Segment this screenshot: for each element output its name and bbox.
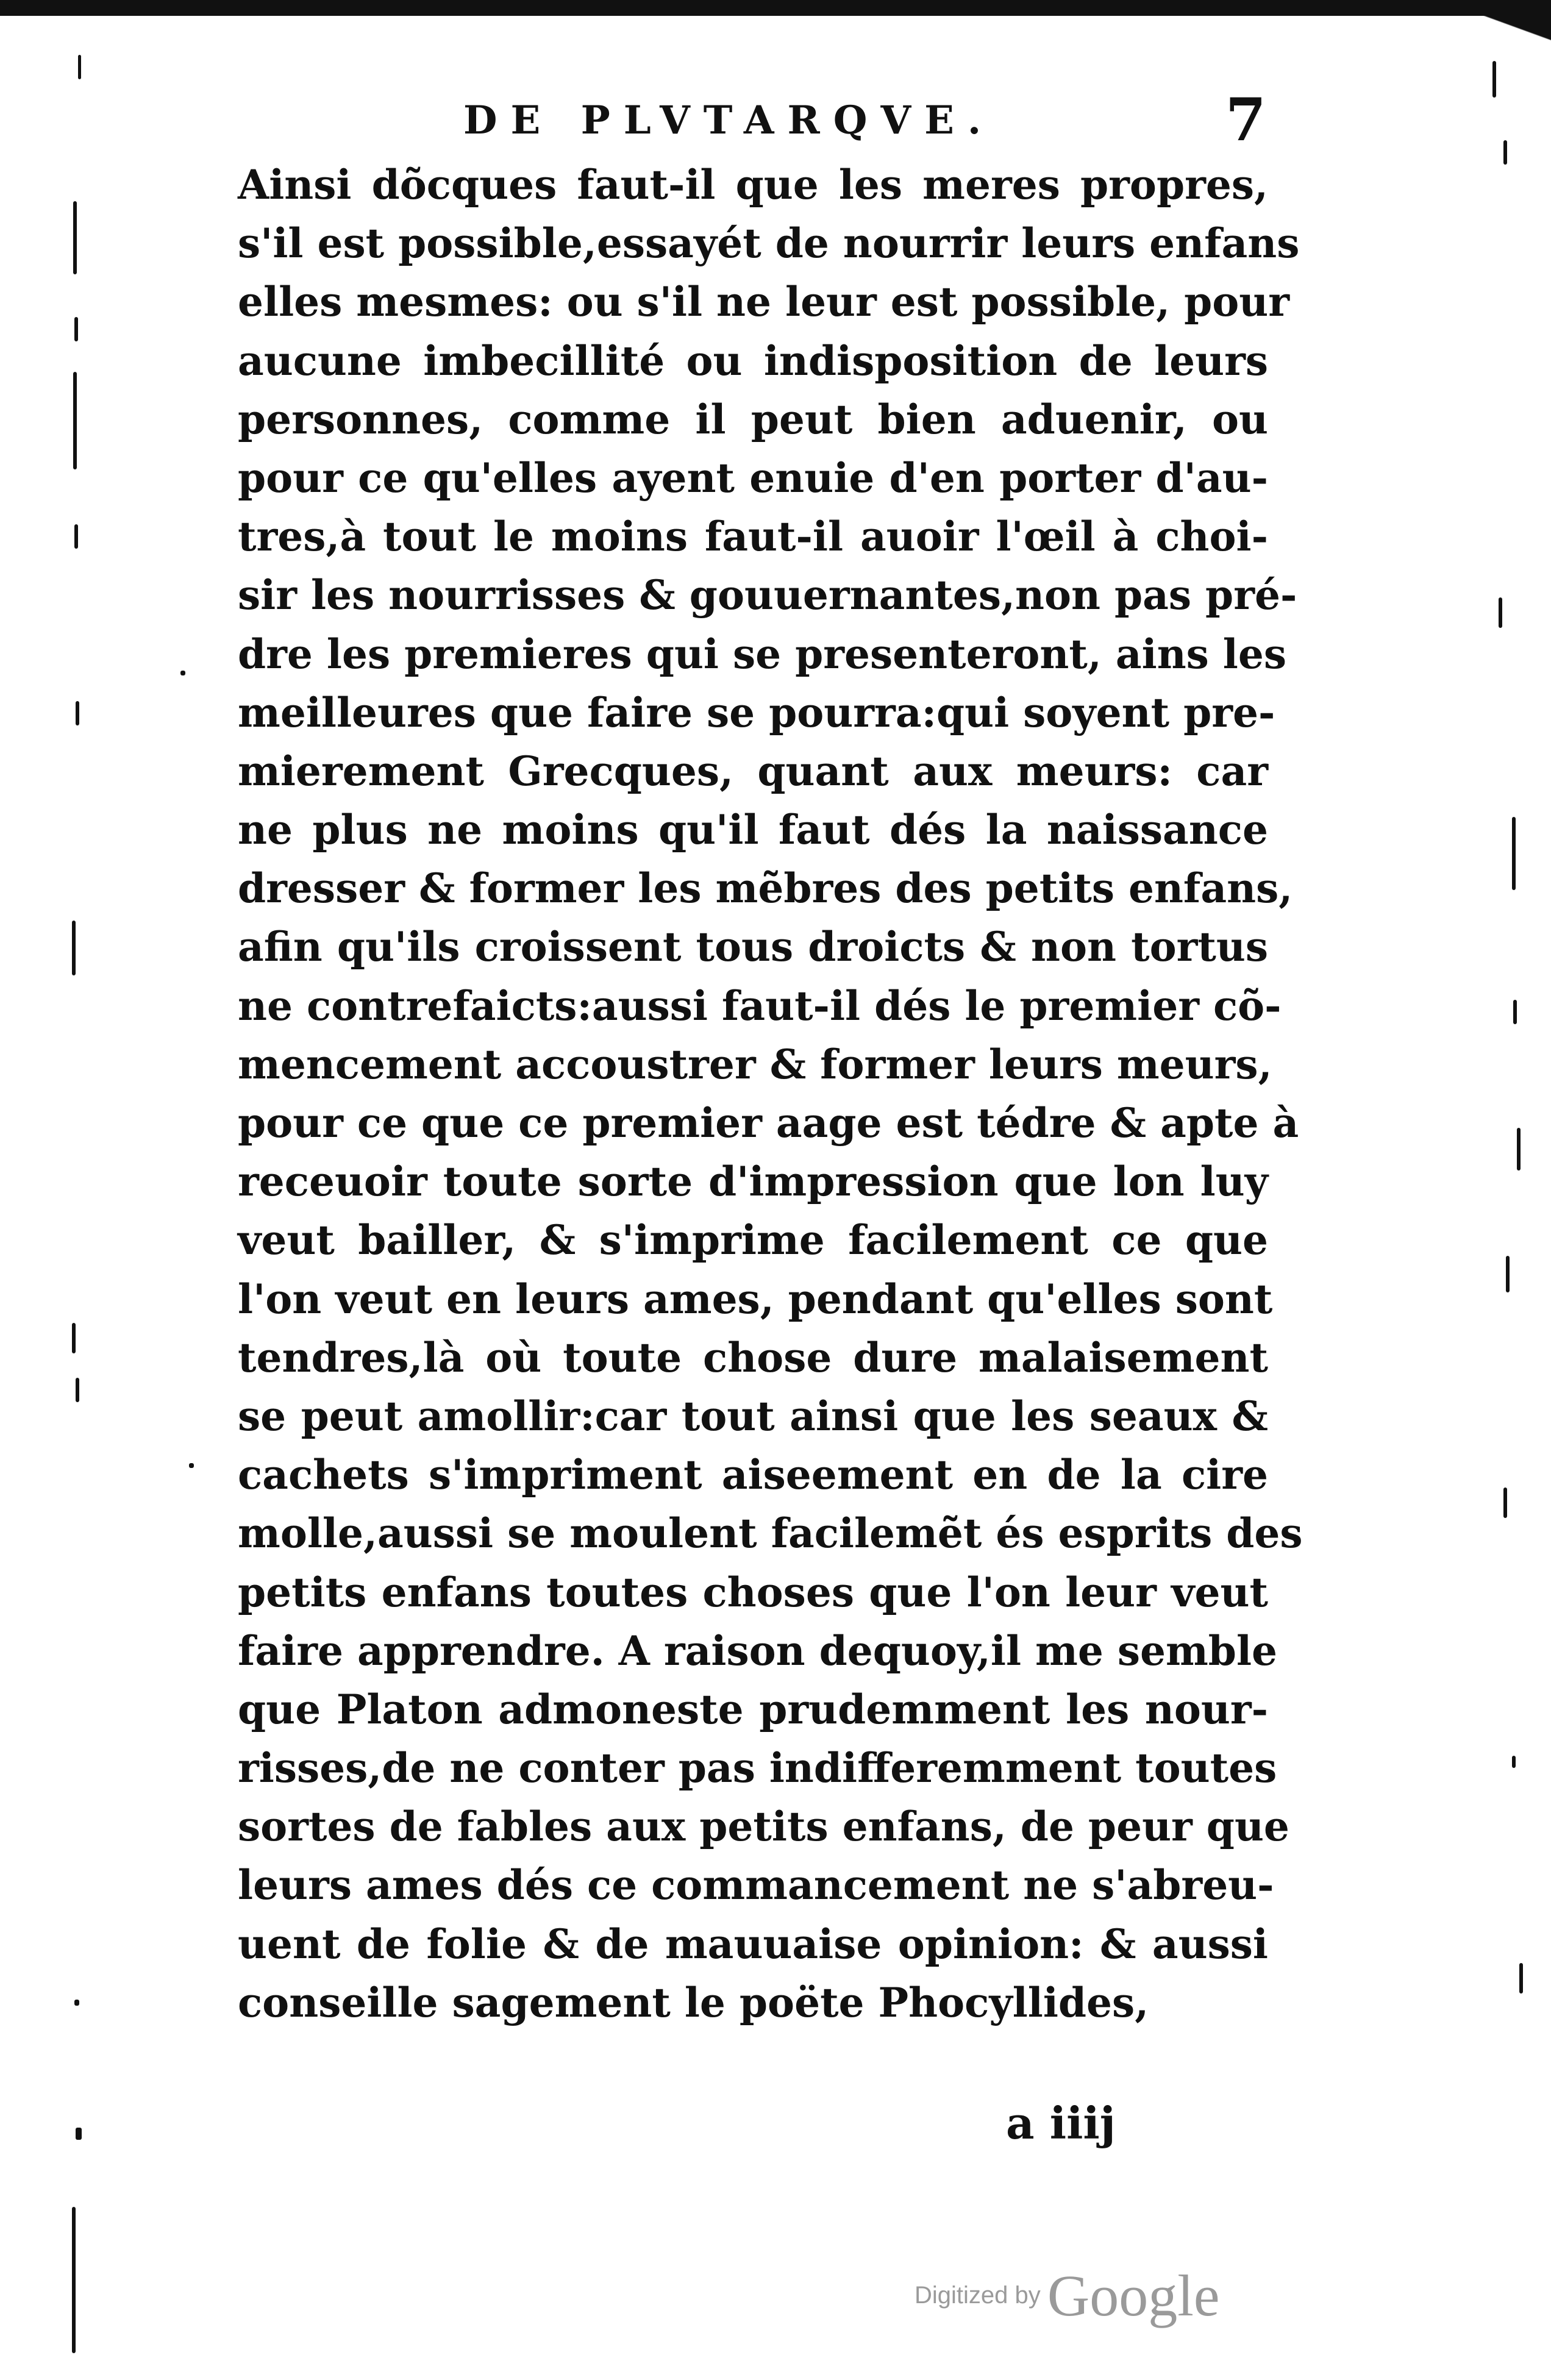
text-line: se peut amollir:car tout ainsi que les seaux & xyxy=(238,1392,1268,1440)
margin-mark xyxy=(1506,1256,1510,1292)
page-number: 7 xyxy=(1225,85,1266,154)
margin-mark xyxy=(73,201,77,274)
margin-mark xyxy=(72,921,76,975)
text-line: pour ce qu'elles ayent enuie d'en porter d'au- xyxy=(238,454,1268,502)
margin-mark xyxy=(1517,1128,1521,1170)
text-line: sortes de fables aux petits enfans, de peur que xyxy=(238,1803,1289,1851)
text-line: l'on veut en leurs ames, pendant qu'elles sont xyxy=(238,1275,1273,1323)
watermark-brand: Google xyxy=(1047,2263,1220,2328)
margin-mark xyxy=(76,1378,79,1402)
text-line: dre les premieres qui se presenteront, ains les xyxy=(238,630,1287,678)
body-text xyxy=(238,155,1303,2032)
text-line: Ainsi dõcques faut-il que les meres propres, xyxy=(238,161,1268,208)
margin-mark xyxy=(1492,61,1496,98)
text-line: molle,aussi se moulent facilemẽt és esprits des xyxy=(238,1509,1303,1558)
text-line: meilleures que faire se pourra:qui soyent pre- xyxy=(238,688,1275,736)
text-line: conseille sagement le poëte Phocyllides, xyxy=(238,1978,1149,2026)
text-line: risses,de ne conter pas indifferemment toutes xyxy=(238,1744,1277,1792)
text-line: s'il est possible,essayét de nourrir leurs enfans xyxy=(238,219,1300,268)
text-line: faire apprendre. A raison dequoy,il me semble xyxy=(238,1626,1278,1675)
text-line: uent de folie & de mauuaise opinion: & aussi xyxy=(238,1920,1268,1968)
margin-mark xyxy=(73,372,77,469)
text-line: cachets s'impriment aiseement en de la cire xyxy=(238,1451,1268,1499)
margin-mark xyxy=(74,317,78,341)
text-line: afin qu'ils croissent tous droicts & non tortus xyxy=(238,923,1268,971)
margin-mark xyxy=(72,1323,76,1353)
margin-mark xyxy=(72,2207,76,2353)
text-line: petits enfans toutes choses que l'on leur veut xyxy=(238,1568,1268,1616)
text-line: dresser & former les mẽbres des petits enfans, xyxy=(238,864,1293,913)
margin-mark xyxy=(76,701,79,725)
digitization-watermark xyxy=(915,2262,1219,2329)
text-line: que Platon admoneste prudemment les nour- xyxy=(238,1685,1268,1733)
text-line: ne plus ne moins qu'il faut dés la naissance xyxy=(238,806,1268,854)
margin-mark xyxy=(1499,597,1502,628)
text-line: aucune imbecillité ou indisposition de leurs xyxy=(238,337,1268,385)
margin-mark xyxy=(1512,817,1516,890)
text-line: ne contrefaicts:aussi faut-il dés le premier cõ- xyxy=(238,982,1282,1030)
text-line: elles mesmes: ou s'il ne leur est possible, pour xyxy=(238,278,1290,326)
margin-mark xyxy=(74,2000,79,2006)
margin-mark xyxy=(76,2128,82,2140)
margin-mark xyxy=(189,1463,194,1468)
text-line: sir les nourrisses & gouuernantes,non pas pré- xyxy=(238,571,1297,619)
watermark-prefix: Digitized by xyxy=(915,2282,1041,2309)
margin-mark xyxy=(1519,1963,1523,1993)
text-line: mierement Grecques, quant aux meurs: car xyxy=(238,747,1268,795)
margin-mark xyxy=(78,55,81,79)
signature-mark: a iiij xyxy=(1006,2097,1116,2149)
margin-mark xyxy=(1503,140,1507,165)
text-line: personnes, comme il peut bien aduenir, ou xyxy=(238,395,1268,443)
margin-mark xyxy=(1512,1756,1516,1768)
running-head: DE PLVTARQVE. xyxy=(463,98,995,143)
page-top-edge xyxy=(0,0,1551,16)
text-line: leurs ames dés ce commancement ne s'abreu- xyxy=(238,1861,1274,1909)
text-line: receuoir toute sorte d'impression que lon luy xyxy=(238,1158,1268,1206)
margin-mark xyxy=(74,524,78,549)
text-line: tres,à tout le moins faut-il auoir l'œil à choi- xyxy=(238,513,1268,561)
text-line: tendres,là où toute chose dure malaisement xyxy=(238,1333,1268,1381)
margin-mark xyxy=(1513,1000,1517,1024)
margin-mark xyxy=(180,671,185,675)
margin-mark xyxy=(1503,1488,1507,1518)
text-line: mencement accoustrer & former leurs meurs, xyxy=(238,1040,1272,1088)
page-corner-shadow xyxy=(1441,0,1551,73)
text-line: pour ce que ce premier aage est tédre & apte à xyxy=(238,1099,1299,1147)
text-line: veut bailler, & s'imprime facilement ce que xyxy=(238,1216,1268,1264)
